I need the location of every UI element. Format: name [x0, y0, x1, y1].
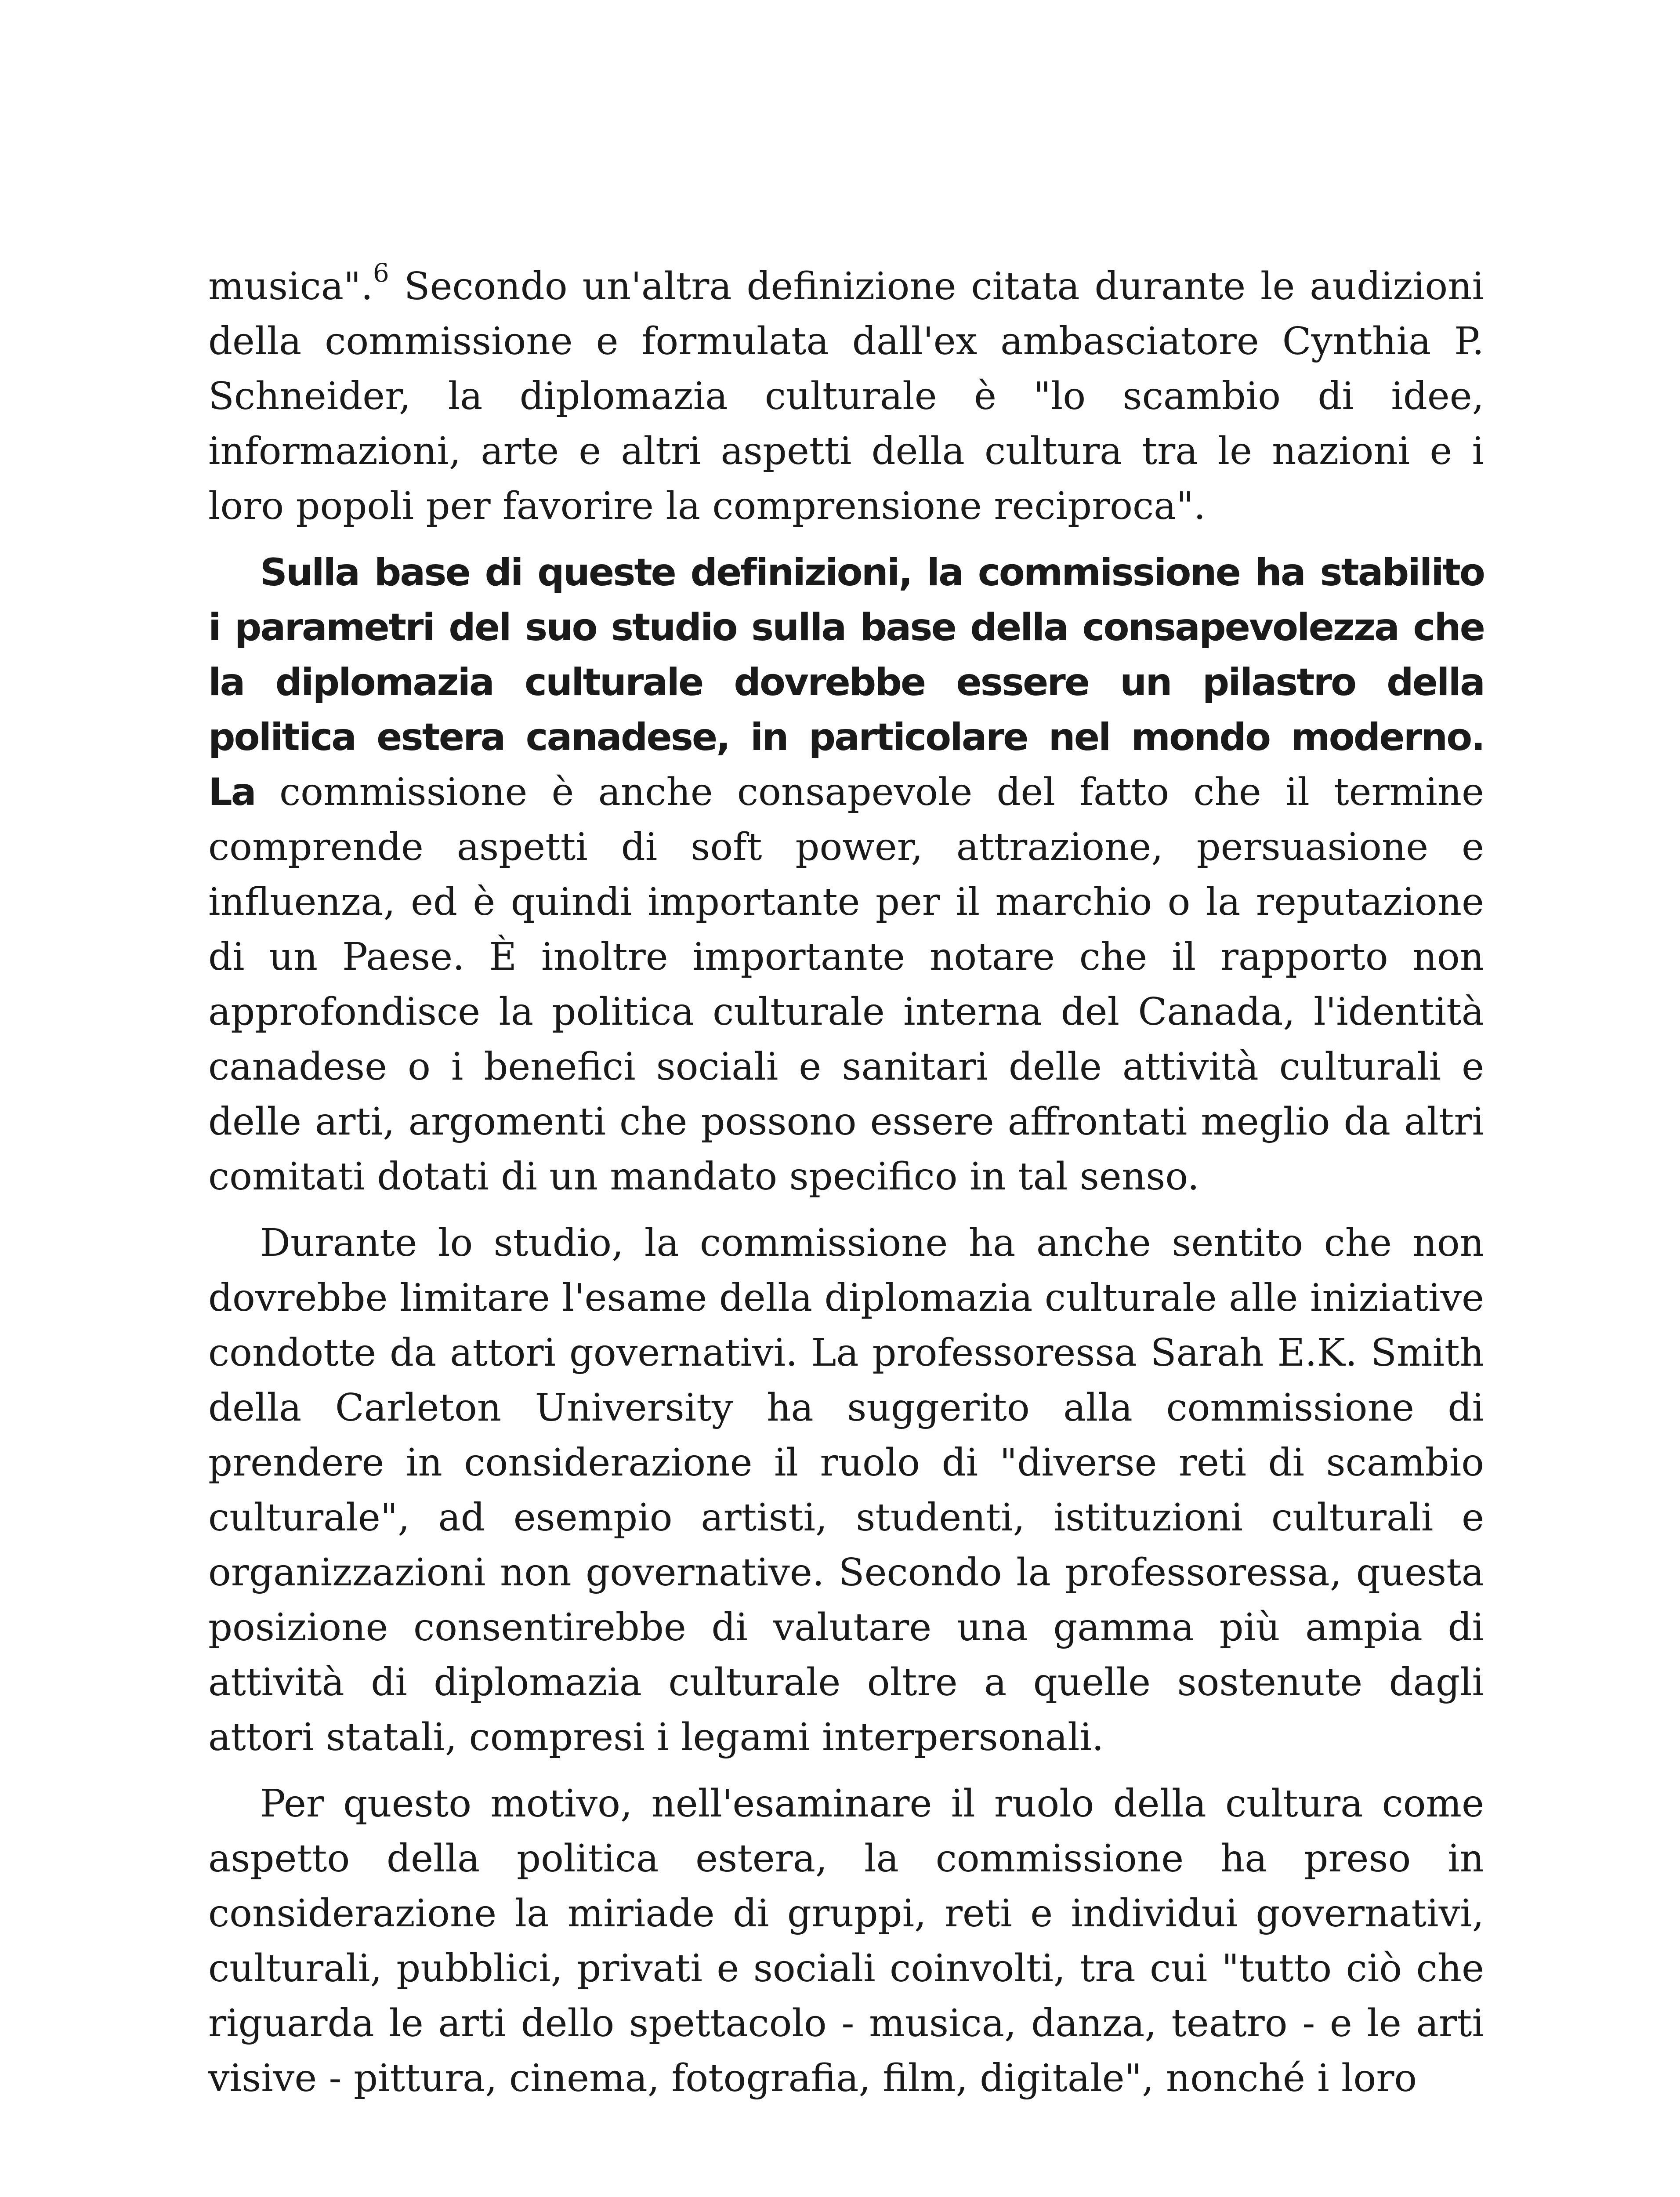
paragraph-1-lead: musica". — [208, 265, 373, 308]
paragraph-2-text: commissione è anche consapevole del fatto che il termine comprende aspetti di soft power, attrazione, persuasione e influenza, ed è quindi importante per il marchio o la reputazione di un Paese. È inoltre importante notare che il rapporto non approfondisce la politica culturale interna del Canada, l'identità canadese o i benefici sociali e sanitari delle attività culturali e delle arti, argomenti che possono essere affrontati meglio da altri comitati dotati di un mandato specifico in tal senso. — [208, 770, 1484, 1199]
paragraph-1-text: Secondo un'altra definizione citata durante le audizioni della commissione e formulata dall'ex ambasciatore Cynthia P. Schneider, la diplomazia culturale è "lo scambio di idee, informazioni, arte e altri aspetti della cultura tra le nazioni e i loro popoli per favorire la comprensione reciproca". — [208, 265, 1484, 528]
paragraph-4-text: Per questo motivo, nell'esaminare il ruolo della cultura come aspetto della politica estera, la commissione ha preso in considerazione la miriade di gruppi, reti e individui governativi, culturali, pubblici, privati e sociali coinvolti, tra cui "tutto ciò che riguarda le arti dello spettacolo - musica, danza, teatro - e le arti visive - pittura, cinema, fotografia, film, digitale", nonché i loro — [208, 1782, 1484, 2100]
paragraph-4 — [208, 1776, 1484, 2106]
paragraph-2-bold-text: Sulla base di queste definizioni, la commissione ha stabilito i parametri del suo studio sulla base della consapevolezza che la diplomazia culturale dovrebbe essere un pilastro della politica estera canadese, in particolare nel mondo moderno. La — [208, 551, 1484, 814]
page-body — [208, 259, 1484, 2106]
paragraph-3-text: Durante lo studio, la commissione ha anche sentito che non dovrebbe limitare l'esame della diplomazia culturale alle iniziative condotte da attori governativi. La professoressa Sarah E.K. Smith della Carleton University ha suggerito alla commissione di prendere in considerazione il ruolo di "diverse reti di scambio culturale", ad esempio artisti, studenti, istituzioni culturali e organizzazioni non governative. Secondo la professoressa, questa posizione consentirebbe di valutare una gamma più ampia di attività di diplomazia culturale oltre a quelle sostenute dagli attori statali, compresi i legami interpersonali. — [208, 1221, 1484, 1759]
paragraph-3 — [208, 1216, 1484, 1765]
footnote-reference-6[interactable]: 6 — [373, 258, 389, 288]
paragraph-1 — [208, 259, 1484, 534]
paragraph-2 — [208, 545, 1484, 1204]
